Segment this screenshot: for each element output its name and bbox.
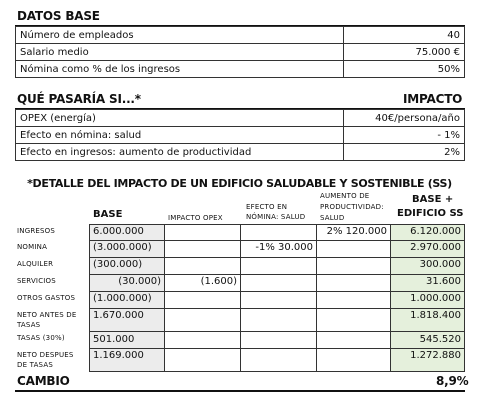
cell-empty [164,331,241,349]
cell-servicios-opex: (1.600) [164,274,241,292]
cell-empty [164,308,241,332]
cell-ingresos-base: 6.000.000 [89,224,165,241]
cell-nomina-total: 2.970.000 [390,240,465,258]
header-efecto-l2: NÓMINA: SALUD [246,213,306,221]
cell-servicios-total: 31.600 [390,274,465,292]
row-label-netod-l2: DE TASAS [17,361,53,369]
cambio-label: CAMBIO [17,374,70,388]
cell-empty [164,240,241,258]
header-prod-l3: SALUD [320,214,345,222]
row-label: Efecto en nómina: salud [16,127,344,144]
cambio-value: 8,9% [436,374,469,388]
cell-empty [316,348,391,372]
cell-nomina-efecto: -1% 30.000 [240,240,317,258]
header-total-l2: EDIFICIO SS [397,208,464,219]
cell-empty [316,291,391,309]
cell-neto-base: 1.670.000 [89,308,165,332]
row-label: Salario medio [16,44,344,61]
cell-empty [164,257,241,275]
section-rule [15,390,465,392]
row-label-neto-l1: NETO ANTES DE [17,311,77,319]
row-value: 75.000 € [344,44,465,61]
cell-otros-total: 1.000.000 [390,291,465,309]
table-row [16,127,465,144]
header-total-l1: BASE + [412,194,454,205]
cell-empty [316,274,391,292]
table-row [16,27,465,44]
cell-alquiler-base: (300.000) [89,257,165,275]
table-row [16,144,465,161]
que-pasaria-title: QUÉ PASARÍA SI...* [17,92,141,106]
cell-netod-total: 1.272.880 [390,348,465,372]
row-label-tasas: TASAS (30%) [17,334,65,342]
row-label-otros: OTROS GASTOS [17,294,76,302]
cell-empty [240,331,317,349]
table-row [16,44,465,61]
datos-base-title: DATOS BASE [17,9,100,23]
cell-empty [240,291,317,309]
row-label-ingresos: INGRESOS [17,227,56,235]
row-label-nomina: NOMINA [17,243,48,251]
cell-empty [316,257,391,275]
impacto-header: IMPACTO [403,92,463,106]
cell-empty [164,224,241,241]
cell-alquiler-total: 300.000 [390,257,465,275]
cell-tasas-total: 545.520 [390,331,465,349]
row-label-alquiler: ALQUILER [17,260,54,268]
row-value: - 1% [344,127,465,144]
datos-base-table [15,26,465,78]
cell-empty [316,331,391,349]
cell-servicios-base: (30.000) [89,274,165,292]
header-prod-l2: PRODUCTIVIDAD: [320,203,384,211]
row-value: 40 [344,27,465,44]
detalle-title: *DETALLE DEL IMPACTO DE UN EDIFICIO SALUDABLE Y SOSTENIBLE (SS) [27,177,452,190]
table-row [16,61,465,78]
cell-empty [240,308,317,332]
row-label: Número de empleados [16,27,344,44]
header-prod-l1: AUMENTO DE [320,192,370,200]
cell-ingresos-total: 6.120.000 [390,224,465,241]
cell-empty [164,348,241,372]
cell-empty [240,224,317,241]
cell-empty [316,240,391,258]
cell-empty [240,257,317,275]
row-label-neto-l2: TASAS [17,321,41,329]
cell-ingresos-prod: 2% 120.000 [316,224,391,241]
row-label-netod-l1: NETO DESPUES [17,351,74,359]
cell-otros-base: (1.000.000) [89,291,165,309]
cell-empty [240,274,317,292]
cell-empty [164,291,241,309]
cell-tasas-base: 501.000 [89,331,165,349]
header-efecto-l1: EFECTO EN [246,203,288,211]
cell-empty [240,348,317,372]
header-base: BASE [93,209,123,220]
cell-netod-base: 1.169.000 [89,348,165,372]
row-label: Nómina como % de los ingresos [16,61,344,78]
row-value: 40€/persona/año [344,110,465,127]
cell-neto-total: 1.818.400 [390,308,465,332]
row-label-servicios: SERVICIOS [17,277,56,285]
row-label: Efecto en ingresos: aumento de productividad [16,144,344,161]
row-label: OPEX (energía) [16,110,344,127]
header-impacto-opex: IMPACTO OPEX [168,214,223,222]
que-pasaria-table [15,109,465,161]
row-value: 2% [344,144,465,161]
row-value: 50% [344,61,465,78]
cell-nomina-base: (3.000.000) [89,240,165,258]
cell-empty [316,308,391,332]
table-row [16,110,465,127]
